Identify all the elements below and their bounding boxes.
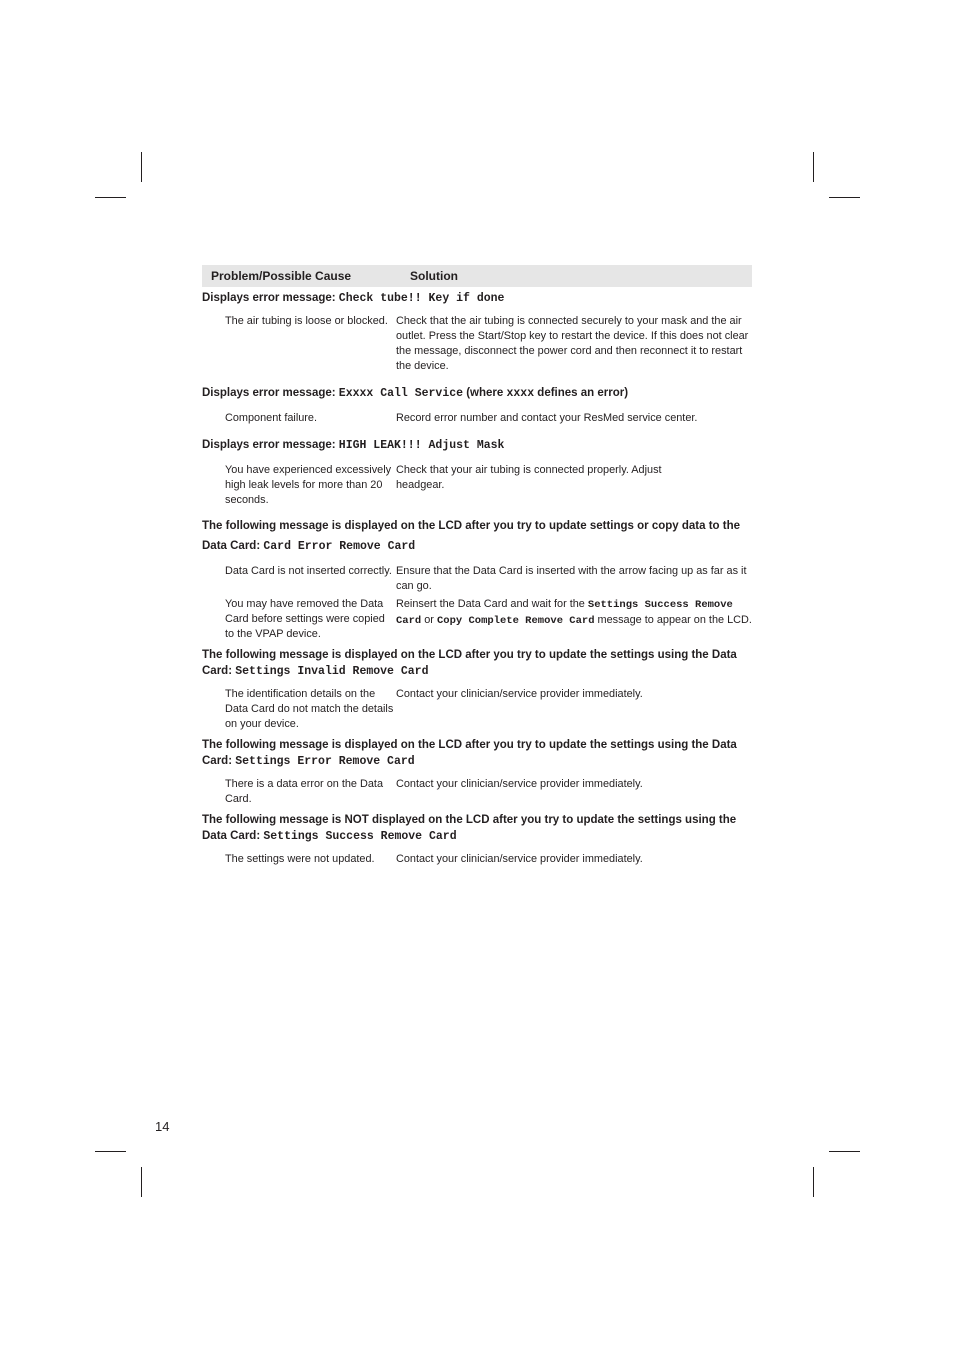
problem-cell: The settings were not updated.	[225, 853, 375, 865]
section-settings-invalid	[202, 647, 752, 732]
section-check-tube	[202, 290, 752, 374]
crop-mark-bottom-right-v	[813, 1167, 814, 1197]
crop-mark-bottom-left-v	[141, 1167, 142, 1197]
lcd-message-code: Settings Success Remove Card	[263, 830, 457, 843]
solution-cell: Contact your clinician/service provider immediately.	[396, 688, 643, 700]
crop-mark-top-left-h	[95, 197, 126, 198]
problem-cell: Data Card is not inserted correctly.	[225, 565, 392, 577]
lcd-message-code: Settings Error Remove Card	[235, 755, 415, 768]
problem-cell: You have experienced excessively high leak levels for more than 20 seconds.	[225, 464, 392, 506]
header-problem: Problem/Possible Cause	[211, 269, 352, 283]
crop-mark-top-right-h	[829, 197, 860, 198]
crop-mark-bottom-left-h	[95, 1151, 126, 1152]
section-heading: The following message is displayed on the LCD after you try to update the settings using the Data Card: Settings Error Remove Card	[202, 739, 737, 768]
table-row	[202, 777, 752, 807]
table-row	[202, 314, 752, 374]
crop-mark-bottom-right-h	[829, 1151, 860, 1152]
section-heading: The following message is NOT displayed on the LCD after you try to update the settings using the Data Card: Settings Success Remove Card	[202, 814, 737, 843]
solution-cell: Check that your air tubing is connected properly. Adjust headgear.	[396, 464, 662, 491]
section-settings-error	[202, 737, 752, 807]
solution-cell: Record error number and contact your ResMed service center.	[396, 412, 698, 424]
section-call-service	[202, 385, 752, 426]
header-solution: Solution	[410, 269, 458, 283]
lcd-message-code: Copy Complete Remove Card	[436, 615, 595, 627]
crop-mark-top-right-v	[813, 152, 814, 182]
table-row	[202, 597, 752, 642]
troubleshooting-table	[202, 265, 752, 867]
lcd-message-code: Settings Success Remove Card	[396, 599, 733, 627]
lcd-message-code: Check tube!! Key if done	[338, 292, 505, 305]
table-row	[202, 852, 752, 867]
lcd-message-code: Settings Invalid Remove Card	[235, 665, 429, 678]
section-heading: Displays error message: Check tube!! Key if done	[202, 292, 505, 305]
problem-cell: There is a data error on the Data Card.	[225, 778, 383, 805]
section-heading: The following message is displayed on the LCD after you try to update settings or copy data to the Data Card: Card Error Remove Card	[202, 520, 741, 553]
table-header	[202, 265, 752, 287]
lcd-message-code: HIGH LEAK!!! Adjust Mask	[338, 439, 505, 452]
lcd-message-code: Card Error Remove Card	[263, 540, 416, 553]
section-card-error	[202, 516, 752, 642]
table-row	[202, 687, 752, 732]
table-row	[202, 463, 752, 508]
solution-cell: Contact your clinician/service provider immediately.	[396, 778, 643, 790]
table-row	[202, 564, 752, 594]
table-row	[202, 411, 752, 426]
problem-cell: You may have removed the Data Card before settings were copied to the VPAP device.	[225, 598, 385, 640]
problem-cell: The air tubing is loose or blocked.	[225, 315, 388, 327]
problem-cell: Component failure.	[225, 412, 318, 424]
crop-mark-top-left-v	[141, 152, 142, 182]
lcd-message-code: Exxxx Call Service	[338, 387, 464, 400]
section-heading: The following message is displayed on the LCD after you try to update the settings using the Data Card: Settings Invalid Remove Card	[202, 649, 737, 678]
solution-cell: Reinsert the Data Card and wait for the Settings Success Remove Card or Copy Complete Remove Card message to appear on the LCD.	[396, 598, 752, 627]
problem-cell: The identification details on the Data Card do not match the details on your device.	[225, 688, 394, 730]
section-settings-success	[202, 812, 752, 867]
solution-cell: Check that the air tubing is connected securely to your mask and the air outlet. Press the Start/Stop key to restart the device. If this does not clear the message, disconnect the power cord and then reconnect it to restart the device.	[396, 315, 749, 372]
section-high-leak	[202, 437, 752, 508]
solution-cell: Ensure that the Data Card is inserted with the arrow facing up as far as it can go.	[396, 565, 747, 592]
section-heading: Displays error message: HIGH LEAK!!! Adjust Mask	[202, 439, 505, 452]
section-heading: Displays error message: Exxxx Call Service (where xxxx defines an error)	[202, 387, 629, 400]
solution-cell: Contact your clinician/service provider immediately.	[396, 853, 643, 865]
page-number: 14	[155, 1119, 170, 1134]
